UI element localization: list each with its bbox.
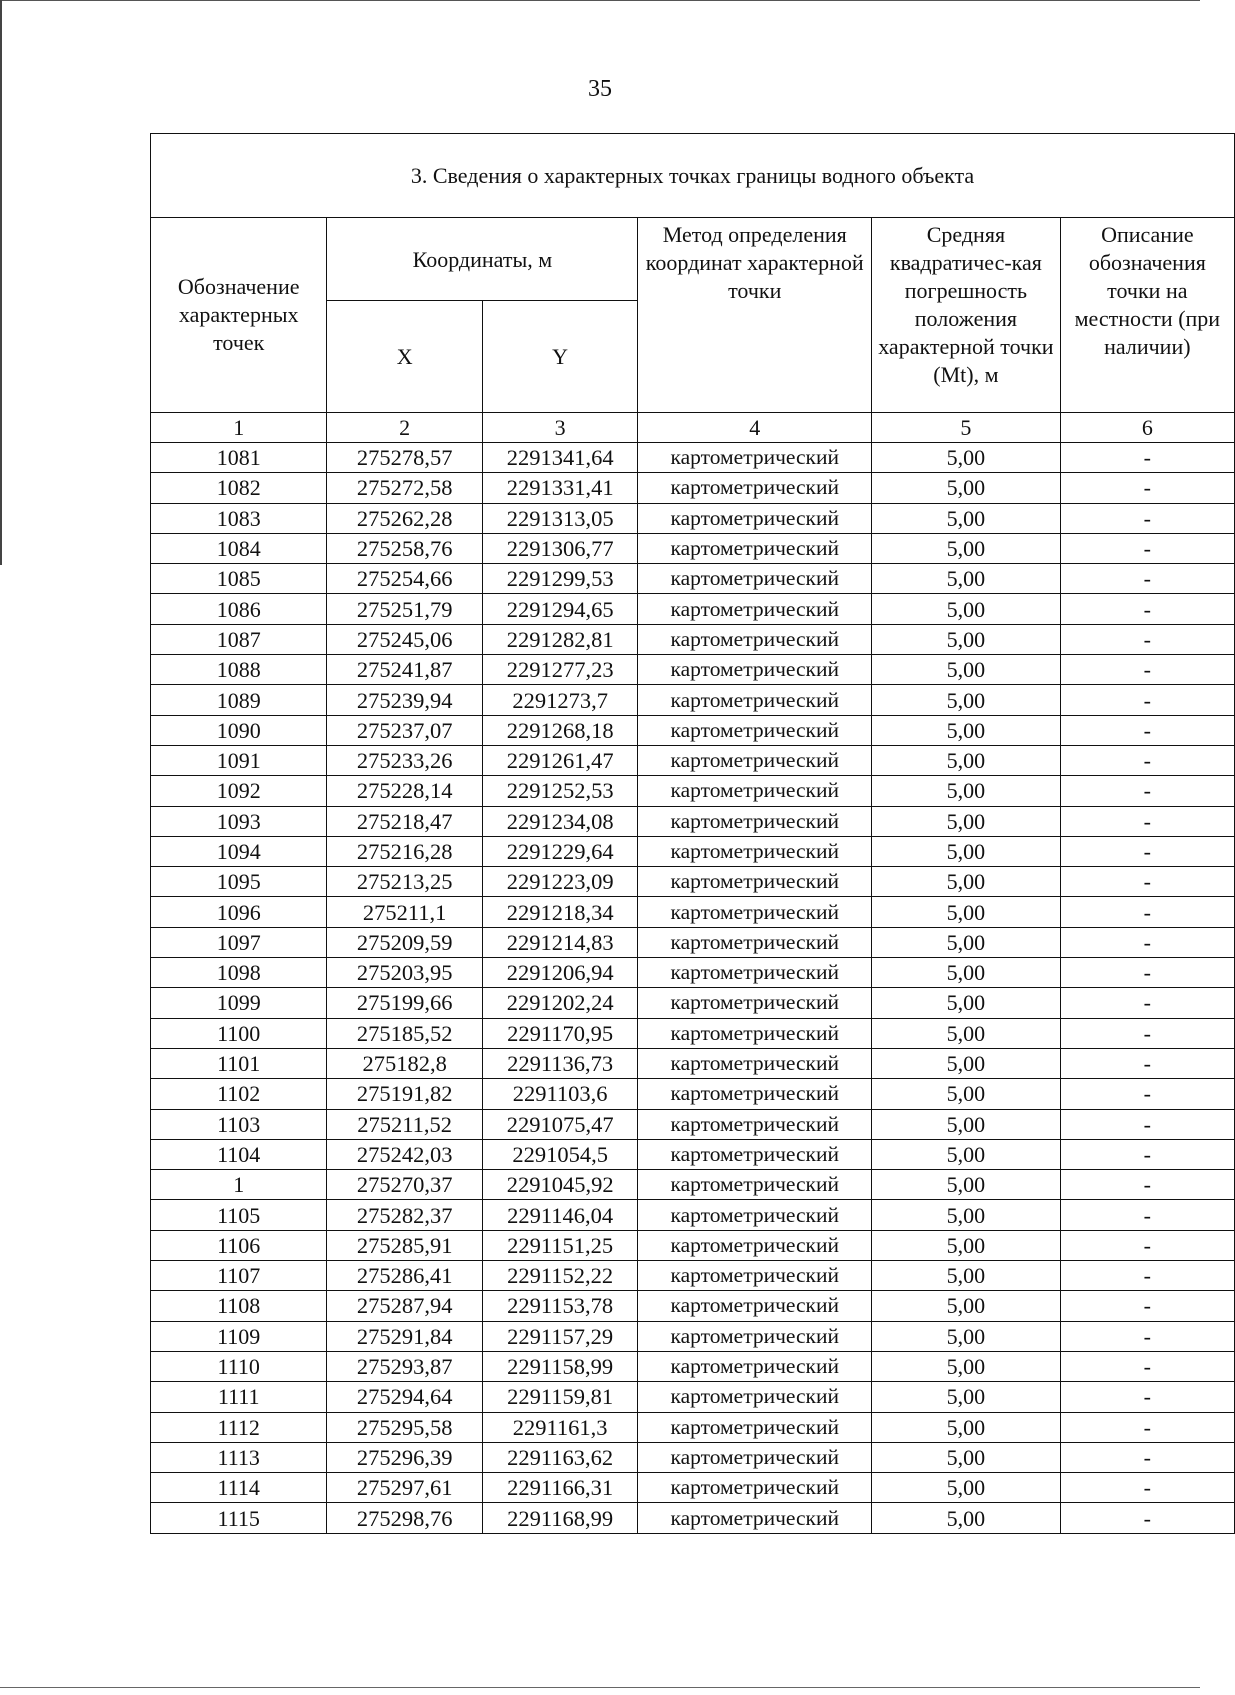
table-row <box>151 927 1235 957</box>
coord-y: 2291261,47 <box>482 745 637 775</box>
error-cell: 5,00 <box>872 715 1061 745</box>
error-cell: 5,00 <box>872 685 1061 715</box>
point-designation: 1107 <box>151 1261 327 1291</box>
column-number: 5 <box>872 413 1061 443</box>
table-row <box>151 1291 1235 1321</box>
point-designation: 1105 <box>151 1200 327 1230</box>
coord-x: 275285,91 <box>327 1230 482 1260</box>
table-row <box>151 1170 1235 1200</box>
coord-y: 2291159,81 <box>482 1382 637 1412</box>
description-cell: - <box>1060 564 1234 594</box>
error-cell: 5,00 <box>872 1200 1061 1230</box>
table-row <box>151 745 1235 775</box>
coord-y: 2291331,41 <box>482 473 637 503</box>
table-row <box>151 685 1235 715</box>
coord-y: 2291075,47 <box>482 1109 637 1139</box>
point-designation: 1114 <box>151 1473 327 1503</box>
coord-y: 2291158,99 <box>482 1351 637 1381</box>
error-cell: 5,00 <box>872 1321 1061 1351</box>
scan-edge-top <box>0 0 1200 1</box>
point-designation: 1084 <box>151 533 327 563</box>
coord-y: 2291341,64 <box>482 443 637 473</box>
method-cell: картометрический <box>638 443 872 473</box>
point-designation: 1113 <box>151 1442 327 1472</box>
method-cell: картометрический <box>638 1200 872 1230</box>
coord-y: 2291277,23 <box>482 655 637 685</box>
table-row <box>151 867 1235 897</box>
table-row <box>151 776 1235 806</box>
coord-x: 275245,06 <box>327 624 482 654</box>
coord-x: 275218,47 <box>327 806 482 836</box>
coord-y: 2291163,62 <box>482 1442 637 1472</box>
method-cell: картометрический <box>638 473 872 503</box>
description-cell: - <box>1060 1200 1234 1230</box>
table-row <box>151 1442 1235 1472</box>
description-cell: - <box>1060 1473 1234 1503</box>
description-cell: - <box>1060 1230 1234 1260</box>
description-cell: - <box>1060 1412 1234 1442</box>
coord-x: 275241,87 <box>327 655 482 685</box>
coord-x: 275211,1 <box>327 897 482 927</box>
method-cell: картометрический <box>638 1473 872 1503</box>
point-designation: 1101 <box>151 1048 327 1078</box>
coord-y: 2291294,65 <box>482 594 637 624</box>
coord-x: 275262,28 <box>327 503 482 533</box>
coord-y: 2291146,04 <box>482 1200 637 1230</box>
method-cell: картометрический <box>638 1291 872 1321</box>
error-cell: 5,00 <box>872 1048 1061 1078</box>
point-designation: 1098 <box>151 958 327 988</box>
description-cell: - <box>1060 715 1234 745</box>
header-x: X <box>327 301 482 413</box>
method-cell: картометрический <box>638 533 872 563</box>
description-cell: - <box>1060 1351 1234 1381</box>
coord-y: 2291161,3 <box>482 1412 637 1442</box>
description-cell: - <box>1060 836 1234 866</box>
description-cell: - <box>1060 897 1234 927</box>
point-designation: 1112 <box>151 1412 327 1442</box>
method-cell: картометрический <box>638 1048 872 1078</box>
point-designation: 1093 <box>151 806 327 836</box>
error-cell: 5,00 <box>872 443 1061 473</box>
method-cell: картометрический <box>638 715 872 745</box>
point-designation: 1089 <box>151 685 327 715</box>
point-designation: 1094 <box>151 836 327 866</box>
description-cell: - <box>1060 958 1234 988</box>
coord-x: 275191,82 <box>327 1079 482 1109</box>
method-cell: картометрический <box>638 927 872 957</box>
error-cell: 5,00 <box>872 988 1061 1018</box>
coord-y: 2291157,29 <box>482 1321 637 1351</box>
table-row <box>151 503 1235 533</box>
method-cell: картометрический <box>638 1351 872 1381</box>
error-cell: 5,00 <box>872 533 1061 563</box>
description-cell: - <box>1060 1079 1234 1109</box>
table-row <box>151 533 1235 563</box>
point-designation: 1115 <box>151 1503 327 1533</box>
error-cell: 5,00 <box>872 745 1061 775</box>
coord-x: 275258,76 <box>327 533 482 563</box>
description-cell: - <box>1060 988 1234 1018</box>
description-cell: - <box>1060 1382 1234 1412</box>
method-cell: картометрический <box>638 1018 872 1048</box>
description-cell: - <box>1060 867 1234 897</box>
error-cell: 5,00 <box>872 1018 1061 1048</box>
table-row <box>151 443 1235 473</box>
point-designation: 1091 <box>151 745 327 775</box>
coord-y: 2291218,34 <box>482 897 637 927</box>
error-cell: 5,00 <box>872 776 1061 806</box>
method-cell: картометрический <box>638 503 872 533</box>
error-cell: 5,00 <box>872 836 1061 866</box>
method-cell: картометрический <box>638 624 872 654</box>
method-cell: картометрический <box>638 1382 872 1412</box>
column-number: 2 <box>327 413 482 443</box>
method-cell: картометрический <box>638 988 872 1018</box>
error-cell: 5,00 <box>872 1351 1061 1381</box>
table-row <box>151 1412 1235 1442</box>
section-title: 3. Сведения о характерных точках границы водного объекта <box>151 134 1235 218</box>
coord-y: 2291103,6 <box>482 1079 637 1109</box>
table-row <box>151 564 1235 594</box>
scan-edge-bottom <box>0 1687 1200 1688</box>
error-cell: 5,00 <box>872 1079 1061 1109</box>
header-description: Описание обозначения точки на местности (при наличии) <box>1060 218 1234 413</box>
description-cell: - <box>1060 1018 1234 1048</box>
point-designation: 1090 <box>151 715 327 745</box>
table-row <box>151 1018 1235 1048</box>
error-cell: 5,00 <box>872 1291 1061 1321</box>
coord-y: 2291229,64 <box>482 836 637 866</box>
header-method: Метод определения координат характерной точки <box>638 218 872 413</box>
point-designation: 1096 <box>151 897 327 927</box>
table-row <box>151 655 1235 685</box>
description-cell: - <box>1060 927 1234 957</box>
point-designation: 1086 <box>151 594 327 624</box>
method-cell: картометрический <box>638 1321 872 1351</box>
method-cell: картометрический <box>638 745 872 775</box>
coord-y: 2291166,31 <box>482 1473 637 1503</box>
coord-y: 2291282,81 <box>482 624 637 654</box>
description-cell: - <box>1060 1321 1234 1351</box>
point-designation: 1099 <box>151 988 327 1018</box>
method-cell: картометрический <box>638 685 872 715</box>
coord-x: 275298,76 <box>327 1503 482 1533</box>
error-cell: 5,00 <box>872 1170 1061 1200</box>
error-cell: 5,00 <box>872 1139 1061 1169</box>
coord-y: 2291306,77 <box>482 533 637 563</box>
method-cell: картометрический <box>638 1109 872 1139</box>
method-cell: картометрический <box>638 1412 872 1442</box>
point-designation: 1102 <box>151 1079 327 1109</box>
page-number: 35 <box>588 76 612 102</box>
header-designation: Обозначение характерных точек <box>151 218 327 413</box>
boundary-points-table <box>150 133 1235 1534</box>
point-designation: 1082 <box>151 473 327 503</box>
error-cell: 5,00 <box>872 1503 1061 1533</box>
table-row <box>151 1261 1235 1291</box>
description-cell: - <box>1060 685 1234 715</box>
error-cell: 5,00 <box>872 1412 1061 1442</box>
coord-x: 275294,64 <box>327 1382 482 1412</box>
coord-x: 275185,52 <box>327 1018 482 1048</box>
description-cell: - <box>1060 473 1234 503</box>
table-row <box>151 1048 1235 1078</box>
method-cell: картометрический <box>638 806 872 836</box>
method-cell: картометрический <box>638 1139 872 1169</box>
error-cell: 5,00 <box>872 806 1061 836</box>
coord-x: 275228,14 <box>327 776 482 806</box>
table-row <box>151 1230 1235 1260</box>
description-cell: - <box>1060 806 1234 836</box>
point-designation: 1095 <box>151 867 327 897</box>
coord-x: 275239,94 <box>327 685 482 715</box>
method-cell: картометрический <box>638 776 872 806</box>
point-designation: 1110 <box>151 1351 327 1381</box>
column-number: 1 <box>151 413 327 443</box>
method-cell: картометрический <box>638 655 872 685</box>
table-row <box>151 1351 1235 1381</box>
description-cell: - <box>1060 443 1234 473</box>
point-designation: 1108 <box>151 1291 327 1321</box>
description-cell: - <box>1060 1170 1234 1200</box>
coord-x: 275216,28 <box>327 836 482 866</box>
column-number-row <box>151 413 1235 443</box>
method-cell: картометрический <box>638 1503 872 1533</box>
table-row <box>151 1079 1235 1109</box>
description-cell: - <box>1060 1503 1234 1533</box>
description-cell: - <box>1060 745 1234 775</box>
coord-y: 2291168,99 <box>482 1503 637 1533</box>
description-cell: - <box>1060 1048 1234 1078</box>
coord-y: 2291234,08 <box>482 806 637 836</box>
point-designation: 1103 <box>151 1109 327 1139</box>
coord-x: 275237,07 <box>327 715 482 745</box>
table-row <box>151 806 1235 836</box>
coord-y: 2291268,18 <box>482 715 637 745</box>
method-cell: картометрический <box>638 564 872 594</box>
coord-x: 275233,26 <box>327 745 482 775</box>
point-designation: 1100 <box>151 1018 327 1048</box>
method-cell: картометрический <box>638 1442 872 1472</box>
table-row <box>151 624 1235 654</box>
description-cell: - <box>1060 776 1234 806</box>
table-row <box>151 988 1235 1018</box>
table-row <box>151 958 1235 988</box>
description-cell: - <box>1060 1109 1234 1139</box>
coord-y: 2291299,53 <box>482 564 637 594</box>
method-cell: картометрический <box>638 836 872 866</box>
coord-x: 275199,66 <box>327 988 482 1018</box>
point-designation: 1 <box>151 1170 327 1200</box>
point-designation: 1111 <box>151 1382 327 1412</box>
description-cell: - <box>1060 533 1234 563</box>
table-row <box>151 1503 1235 1533</box>
coord-x: 275270,37 <box>327 1170 482 1200</box>
coord-y: 2291045,92 <box>482 1170 637 1200</box>
method-cell: картометрический <box>638 958 872 988</box>
description-cell: - <box>1060 1139 1234 1169</box>
method-cell: картометрический <box>638 867 872 897</box>
coord-y: 2291136,73 <box>482 1048 637 1078</box>
description-cell: - <box>1060 655 1234 685</box>
error-cell: 5,00 <box>872 1230 1061 1260</box>
description-cell: - <box>1060 1261 1234 1291</box>
error-cell: 5,00 <box>872 927 1061 957</box>
table-row <box>151 715 1235 745</box>
coord-x: 275211,52 <box>327 1109 482 1139</box>
coord-x: 275182,8 <box>327 1048 482 1078</box>
coord-x: 275278,57 <box>327 443 482 473</box>
coord-y: 2291214,83 <box>482 927 637 957</box>
coord-x: 275296,39 <box>327 1442 482 1472</box>
coord-y: 2291313,05 <box>482 503 637 533</box>
table-row <box>151 1139 1235 1169</box>
method-cell: картометрический <box>638 1079 872 1109</box>
error-cell: 5,00 <box>872 1382 1061 1412</box>
coord-x: 275287,94 <box>327 1291 482 1321</box>
coord-x: 275291,84 <box>327 1321 482 1351</box>
header-y: Y <box>482 301 637 413</box>
point-designation: 1088 <box>151 655 327 685</box>
table-row <box>151 1473 1235 1503</box>
method-cell: картометрический <box>638 1261 872 1291</box>
table-row <box>151 1382 1235 1412</box>
column-number: 3 <box>482 413 637 443</box>
column-number: 4 <box>638 413 872 443</box>
coord-y: 2291170,95 <box>482 1018 637 1048</box>
coord-x: 275272,58 <box>327 473 482 503</box>
coord-y: 2291054,5 <box>482 1139 637 1169</box>
description-cell: - <box>1060 594 1234 624</box>
point-designation: 1083 <box>151 503 327 533</box>
coord-x: 275251,79 <box>327 594 482 624</box>
error-cell: 5,00 <box>872 1473 1061 1503</box>
header-coordinates: Координаты, м <box>327 218 638 301</box>
error-cell: 5,00 <box>872 655 1061 685</box>
point-designation: 1104 <box>151 1139 327 1169</box>
coord-x: 275242,03 <box>327 1139 482 1169</box>
method-cell: картометрический <box>638 1230 872 1260</box>
method-cell: картометрический <box>638 594 872 624</box>
point-designation: 1097 <box>151 927 327 957</box>
point-designation: 1087 <box>151 624 327 654</box>
coord-y: 2291202,24 <box>482 988 637 1018</box>
coord-x: 275282,37 <box>327 1200 482 1230</box>
point-designation: 1081 <box>151 443 327 473</box>
coord-y: 2291151,25 <box>482 1230 637 1260</box>
coord-x: 275297,61 <box>327 1473 482 1503</box>
coord-x: 275293,87 <box>327 1351 482 1381</box>
error-cell: 5,00 <box>872 564 1061 594</box>
error-cell: 5,00 <box>872 1261 1061 1291</box>
coord-y: 2291223,09 <box>482 867 637 897</box>
coord-x: 275213,25 <box>327 867 482 897</box>
table-row <box>151 1109 1235 1139</box>
table-row <box>151 836 1235 866</box>
error-cell: 5,00 <box>872 624 1061 654</box>
point-designation: 1092 <box>151 776 327 806</box>
error-cell: 5,00 <box>872 1109 1061 1139</box>
error-cell: 5,00 <box>872 503 1061 533</box>
coord-x: 275295,58 <box>327 1412 482 1442</box>
table-row <box>151 1200 1235 1230</box>
error-cell: 5,00 <box>872 867 1061 897</box>
error-cell: 5,00 <box>872 1442 1061 1472</box>
coord-y: 2291152,22 <box>482 1261 637 1291</box>
error-cell: 5,00 <box>872 473 1061 503</box>
error-cell: 5,00 <box>872 897 1061 927</box>
description-cell: - <box>1060 624 1234 654</box>
point-designation: 1109 <box>151 1321 327 1351</box>
header-error: Средняя квадратичес-кая погрешность положения характерной точки (Mt), м <box>872 218 1061 413</box>
description-cell: - <box>1060 1291 1234 1321</box>
coord-x: 275286,41 <box>327 1261 482 1291</box>
coord-y: 2291252,53 <box>482 776 637 806</box>
table-row <box>151 1321 1235 1351</box>
coord-x: 275254,66 <box>327 564 482 594</box>
coord-x: 275203,95 <box>327 958 482 988</box>
coord-x: 275209,59 <box>327 927 482 957</box>
table-row <box>151 897 1235 927</box>
point-designation: 1106 <box>151 1230 327 1260</box>
column-number: 6 <box>1060 413 1234 443</box>
description-cell: - <box>1060 1442 1234 1472</box>
table-row <box>151 473 1235 503</box>
error-cell: 5,00 <box>872 594 1061 624</box>
coord-y: 2291206,94 <box>482 958 637 988</box>
description-cell: - <box>1060 503 1234 533</box>
point-designation: 1085 <box>151 564 327 594</box>
coord-y: 2291273,7 <box>482 685 637 715</box>
coord-y: 2291153,78 <box>482 1291 637 1321</box>
error-cell: 5,00 <box>872 958 1061 988</box>
table-row <box>151 594 1235 624</box>
method-cell: картометрический <box>638 897 872 927</box>
method-cell: картометрический <box>638 1170 872 1200</box>
